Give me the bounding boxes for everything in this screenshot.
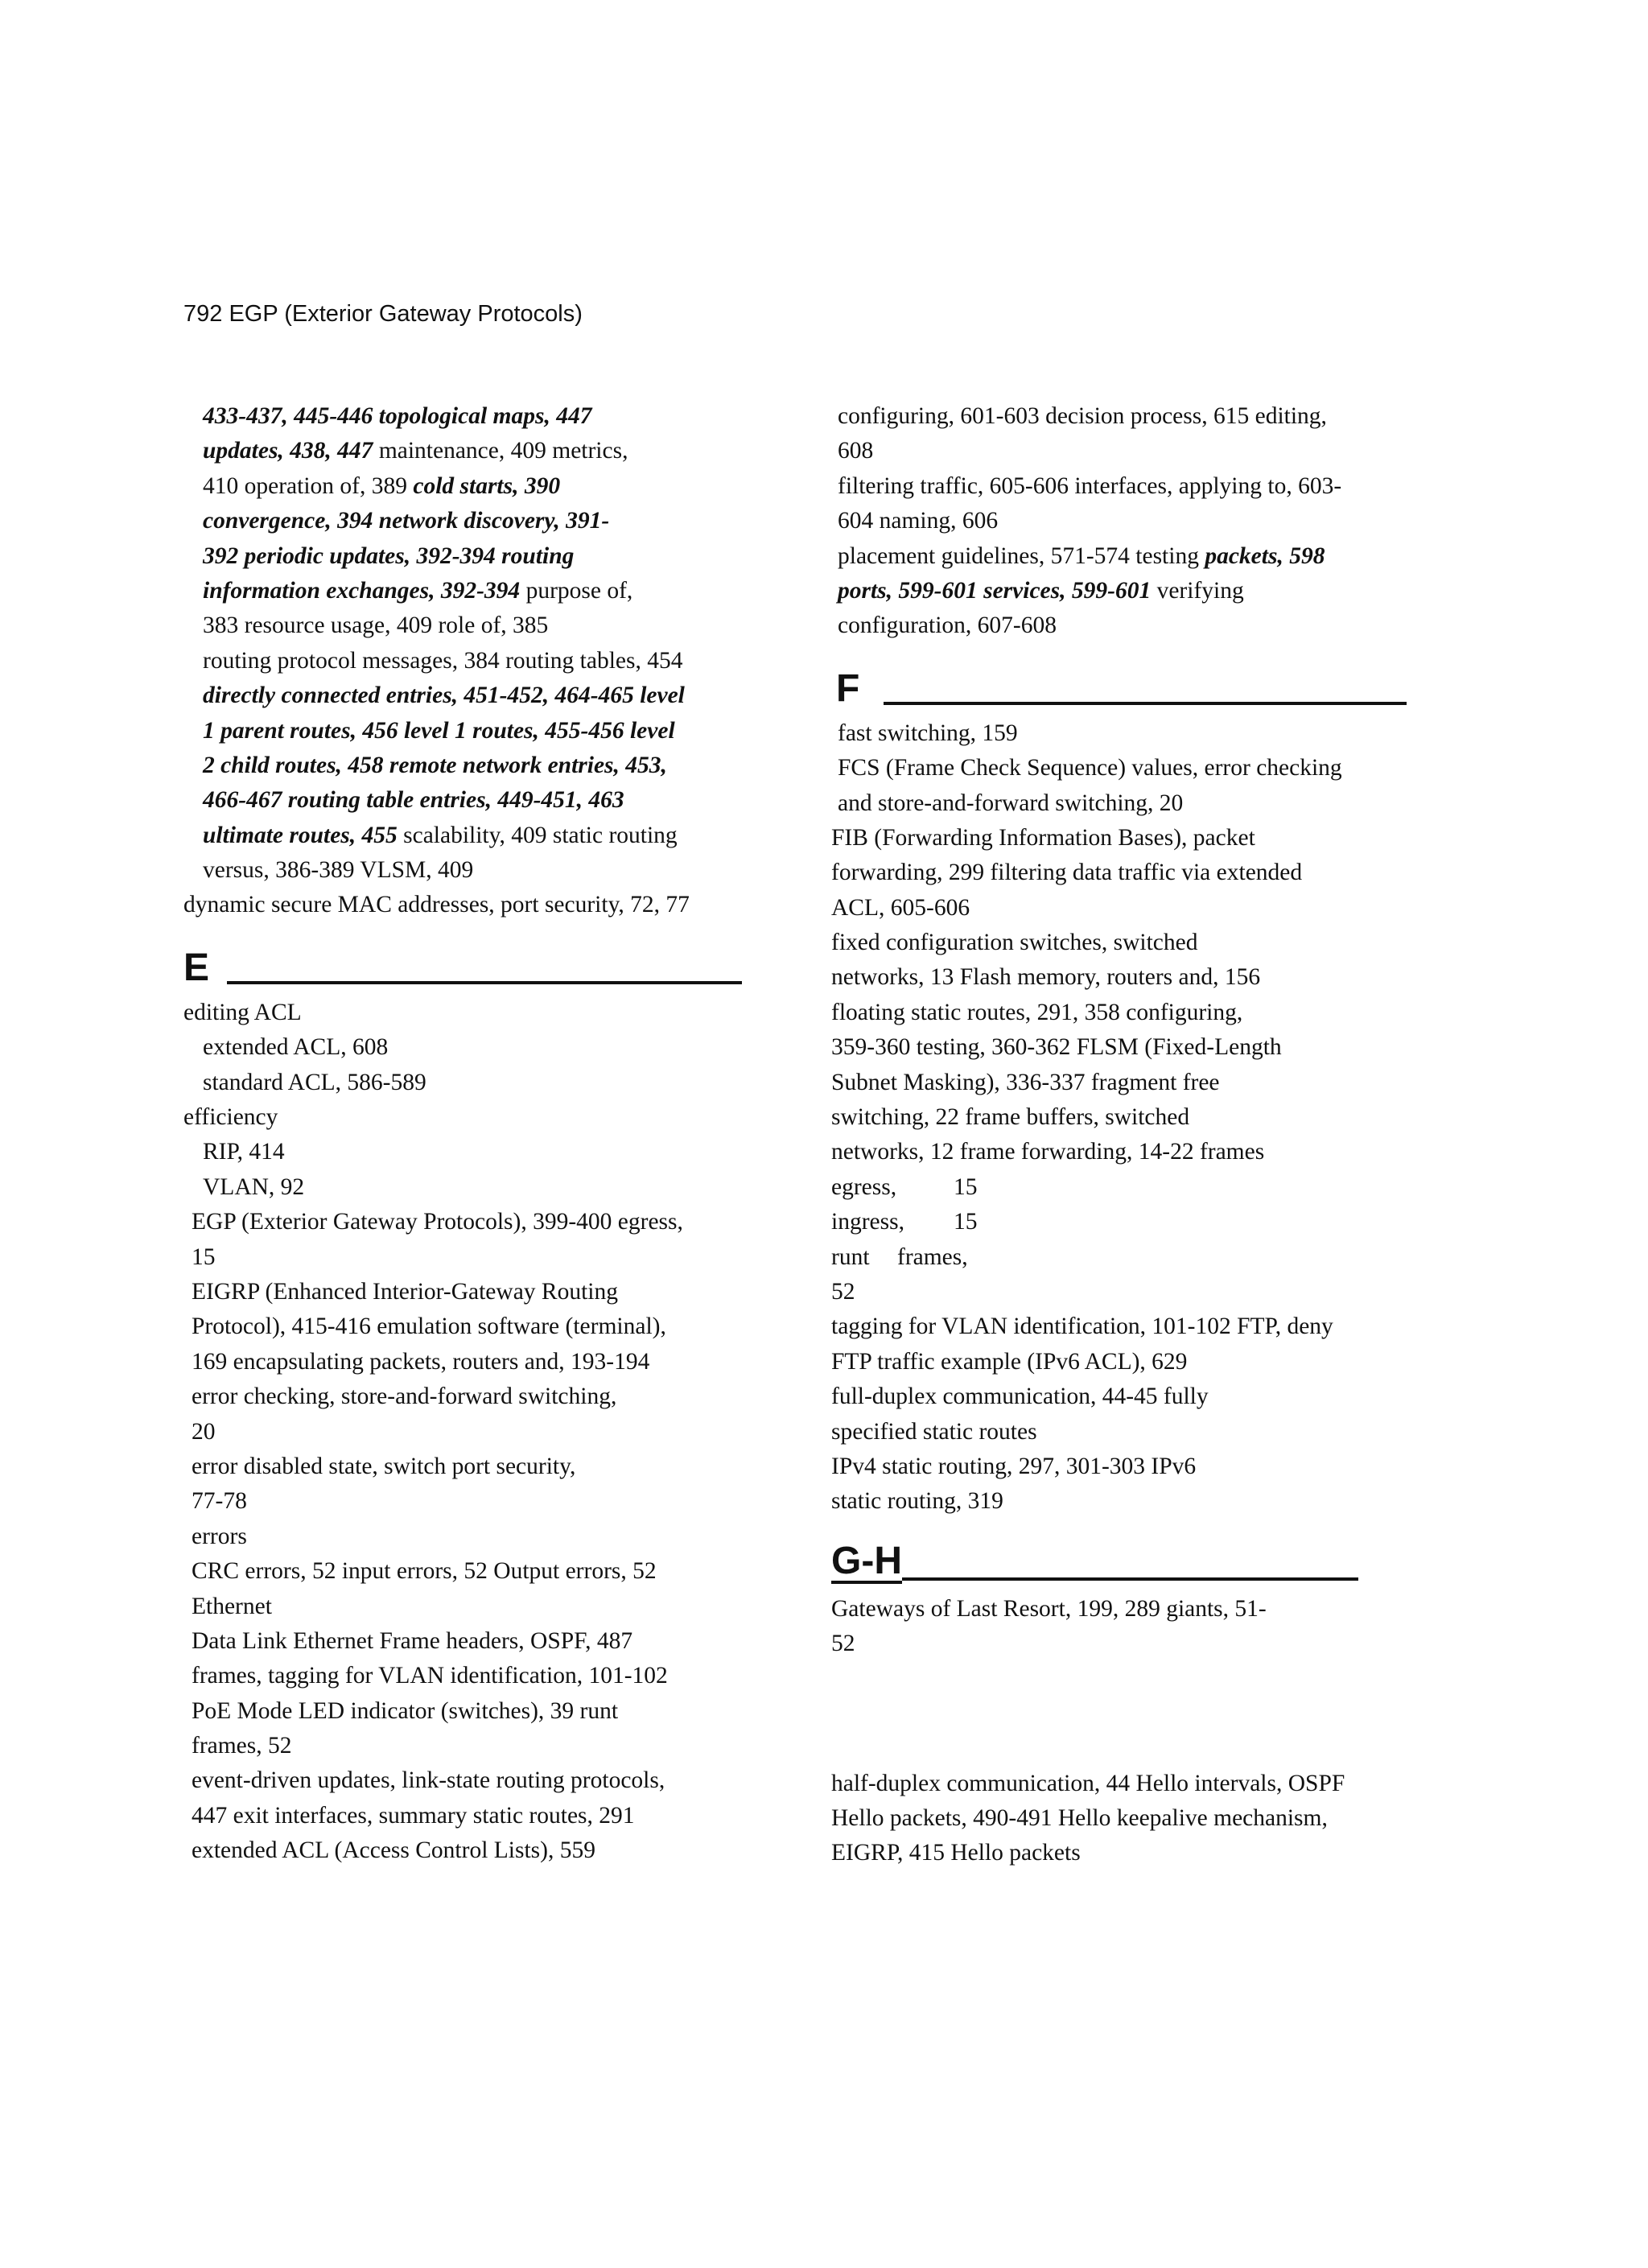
index-line: frames, 52 — [192, 1733, 292, 1759]
index-line: networks, 13 Flash memory, routers and, 156 — [831, 964, 1261, 991]
index-line: 359-360 testing, 360-362 FLSM (Fixed-Length — [831, 1034, 1282, 1061]
index-line: specified static routes — [831, 1418, 1037, 1445]
index-entry-text: configuring, 601-603 decision process, 615 editing, — [838, 403, 1327, 429]
index-line — [838, 504, 1443, 538]
index-line: extended ACL (Access Control Lists), 559 — [192, 1837, 595, 1864]
index-line: efficiency — [183, 1104, 278, 1131]
index-entries-frames — [831, 1170, 1443, 1275]
index-entry-text: 410 operation of, 389 — [203, 472, 414, 499]
index-subentry-emphasis: directly connected entries, 451-452, 464-465 level — [203, 682, 685, 709]
index-line: forwarding, 299 filtering data traffic via extended — [831, 860, 1303, 886]
index-line — [183, 399, 763, 434]
frames-subentry-label: runt — [831, 1243, 870, 1270]
index-line — [183, 783, 763, 818]
index-line: floating static routes, 291, 358 configuring, — [831, 999, 1243, 1025]
section-heading-f — [831, 666, 1443, 708]
index-entry-text: scalability, 409 static routing — [397, 822, 678, 848]
index-entries-continued — [183, 399, 763, 888]
index-line: FCS (Frame Check Sequence) values, error checking — [838, 755, 1342, 781]
index-line — [183, 748, 763, 783]
index-line: fixed configuration switches, switched — [831, 930, 1198, 956]
section-rule-f — [884, 702, 1407, 705]
section-rule-e — [227, 981, 742, 984]
index-line — [183, 574, 763, 608]
index-line: Ethernet — [192, 1593, 272, 1619]
index-line: RIP, 414 — [203, 1139, 285, 1165]
index-line — [838, 434, 1443, 468]
index-line — [838, 469, 1443, 504]
index-line: standard ACL, 586-589 — [203, 1069, 426, 1095]
index-line — [838, 399, 1443, 434]
index-line: error checking, store-and-forward switching, — [192, 1383, 617, 1410]
index-column-right — [831, 399, 1443, 1871]
frames-subentry-value: 15 — [954, 1173, 978, 1200]
index-subentry-emphasis: information exchanges, 392-394 — [203, 577, 521, 604]
index-line: Hello packets, 490-491 Hello keepalive mechanism, — [831, 1804, 1328, 1831]
index-subentry-emphasis: updates, 438, 447 — [203, 438, 373, 464]
index-line — [831, 1170, 1443, 1205]
index-line: PoE Mode LED indicator (switches), 39 runt — [192, 1697, 619, 1724]
running-head: 792 EGP (Exterior Gateway Protocols) — [183, 301, 583, 327]
index-line — [183, 504, 763, 538]
index-entry-text: 608 — [838, 438, 874, 464]
index-entry-text: configuration, 607-608 — [838, 612, 1057, 639]
index-entry-text: routing protocol messages, 384 routing tables, 454 — [203, 647, 683, 674]
index-line: Data Link Ethernet Frame headers, OSPF, 487 — [192, 1627, 633, 1654]
index-line — [183, 608, 763, 643]
index-column-left — [183, 399, 763, 1869]
index-line: Subnet Masking), 336-337 fragment free — [831, 1069, 1220, 1095]
index-line: extended ACL, 608 — [203, 1034, 389, 1061]
index-subentry-emphasis: ports, 599-601 services, 599-601 — [838, 577, 1152, 604]
index-line: Protocol), 415-416 emulation software (terminal), — [192, 1313, 666, 1340]
section-letter-g-h: G-H — [831, 1539, 902, 1582]
section-heading-g-h — [831, 1539, 1443, 1584]
index-line: ACL, 605-606 — [831, 894, 970, 921]
index-line: 169 encapsulating packets, routers and, 193-194 — [192, 1348, 650, 1375]
index-line: 447 exit interfaces, summary static routes, 291 — [192, 1802, 635, 1829]
index-line: 20 — [192, 1418, 216, 1445]
index-subentry-emphasis: packets, 598 — [1205, 542, 1325, 569]
frames-subentry-label: ingress, — [831, 1209, 904, 1235]
index-line: static routing, 319 — [831, 1488, 1003, 1515]
index-entries-h — [831, 1767, 1443, 1871]
index-line — [183, 853, 763, 888]
index-subentry-emphasis: ultimate routes, 455 — [203, 822, 398, 848]
index-entry-dynamic-secure-mac: dynamic secure MAC addresses, port security, 72, 77 — [183, 892, 690, 918]
index-line: 77-78 — [192, 1488, 247, 1515]
index-line: EGP (Exterior Gateway Protocols), 399-400 egress, — [192, 1209, 683, 1235]
index-line: VLAN, 92 — [203, 1173, 305, 1200]
index-subentry-emphasis: convergence, 394 network discovery, 391- — [203, 508, 610, 534]
index-line: 52 — [831, 1278, 855, 1305]
index-line — [183, 539, 763, 574]
index-line: EIGRP (Enhanced Interior-Gateway Routing — [192, 1278, 618, 1305]
index-line: errors — [192, 1523, 247, 1549]
index-line: 52 — [831, 1631, 855, 1657]
index-entries-f — [831, 716, 1443, 1170]
index-entry-text: purpose of, — [520, 577, 633, 604]
index-line: FIB (Forwarding Information Bases), packet — [831, 824, 1255, 851]
index-line: error disabled state, switch port security, — [192, 1453, 576, 1479]
frames-subentry-label: egress, — [831, 1173, 897, 1200]
index-line — [183, 644, 763, 678]
index-line — [838, 608, 1443, 643]
index-entry-text: 383 resource usage, 409 role of, 385 — [203, 612, 549, 639]
index-entry-text: 604 naming, 606 — [838, 508, 999, 534]
index-line — [831, 1240, 1443, 1275]
index-entries-acl-continued — [831, 399, 1443, 644]
index-line — [838, 574, 1443, 608]
index-entry-text: maintenance, 409 metrics, — [373, 438, 628, 464]
index-line: fast switching, 159 — [838, 720, 1018, 746]
index-line — [183, 714, 763, 748]
index-line: CRC errors, 52 input errors, 52 Output errors, 52 — [192, 1558, 657, 1585]
index-line: editing ACL — [183, 999, 302, 1025]
index-entry-text: filtering traffic, 605-606 interfaces, applying to, 603- — [838, 472, 1342, 499]
index-line: EIGRP, 415 Hello packets — [831, 1840, 1081, 1866]
section-letter-e: E — [183, 946, 210, 989]
index-line: half-duplex communication, 44 Hello intervals, OSPF — [831, 1770, 1345, 1796]
index-line: FTP traffic example (IPv6 ACL), 629 — [831, 1348, 1188, 1375]
index-line — [183, 434, 763, 468]
index-line: switching, 22 frame buffers, switched — [831, 1104, 1190, 1131]
index-line: networks, 12 frame forwarding, 14-22 frames — [831, 1139, 1265, 1165]
index-entry-text: verifying — [1151, 577, 1244, 604]
index-line — [183, 469, 763, 504]
index-entries-f-continued — [831, 1275, 1443, 1520]
section-letter-f: F — [836, 666, 860, 710]
index-subentry-emphasis: cold starts, 390 — [413, 472, 561, 499]
index-subentry-emphasis: 466-467 routing table entries, 449-451, 463 — [203, 787, 624, 814]
index-line: 15 — [192, 1243, 216, 1270]
section-rule-g-h — [902, 1577, 1358, 1581]
index-line: and store-and-forward switching, 20 — [838, 790, 1184, 816]
section-heading-e — [183, 946, 763, 988]
index-line — [183, 819, 763, 853]
index-line — [183, 678, 763, 713]
index-line: frames, tagging for VLAN identification, 101-102 — [192, 1663, 668, 1689]
index-entries-e — [183, 996, 763, 1869]
index-line: event-driven updates, link-state routing protocols, — [192, 1767, 665, 1794]
index-entry-text: placement guidelines, 571-574 testing — [838, 542, 1205, 569]
index-line — [831, 1205, 1443, 1239]
index-line: IPv4 static routing, 297, 301-303 IPv6 — [831, 1453, 1197, 1479]
index-subentry-emphasis: 433-437, 445-446 topological maps, 447 — [203, 403, 592, 429]
index-subentry-emphasis: 1 parent routes, 456 level 1 routes, 455-456 level — [203, 717, 675, 744]
index-line — [838, 539, 1443, 574]
index-line: tagging for VLAN identification, 101-102 FTP, deny — [831, 1313, 1333, 1340]
index-entry-text: versus, 386-389 VLSM, 409 — [203, 857, 474, 884]
index-line: Gateways of Last Resort, 199, 289 giants, 51- — [831, 1595, 1267, 1622]
index-subentry-emphasis: 392 periodic updates, 392-394 routing — [203, 542, 575, 569]
index-subentry-emphasis: 2 child routes, 458 remote network entries, 453, — [203, 752, 667, 778]
index-line: full-duplex communication, 44-45 fully — [831, 1383, 1209, 1410]
frames-subentry-value: 15 — [954, 1209, 978, 1235]
frames-subentry-value: frames, — [897, 1243, 968, 1270]
index-entries-g — [831, 1592, 1443, 1662]
